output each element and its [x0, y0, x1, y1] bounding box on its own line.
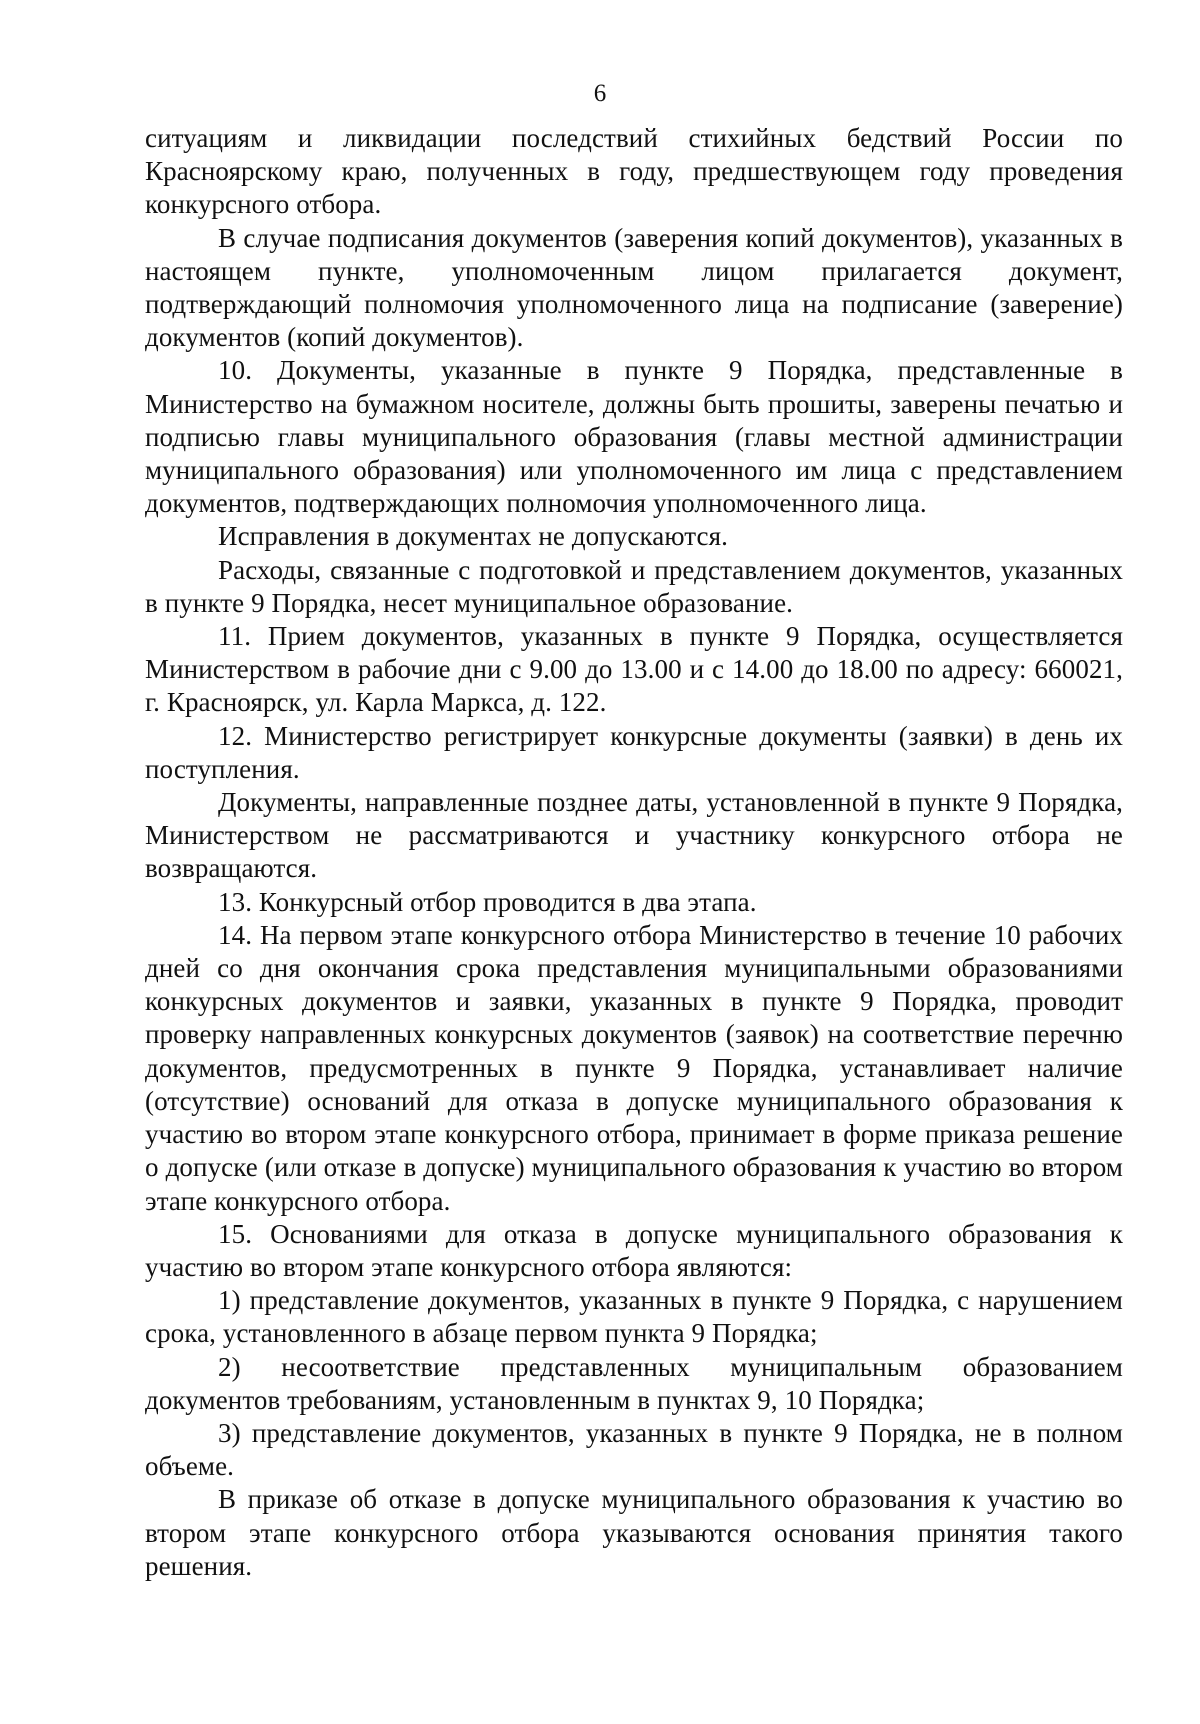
paragraph-refusal-order: В приказе об отказе в допуске муниципального образования к участию во втором этапе конкурсного отбора указываются основания принятия такого решения.	[145, 1484, 1123, 1581]
paragraph-signing-documents: В случае подписания документов (заверения копий документов), указанных в настоящем пункте, уполномоченным лицом прилагается документ, подтверждающий полномочия уполномоченного лица на подписание (заверение) документов (копий документов).	[145, 222, 1123, 353]
paragraph-item-13: 13. Конкурсный отбор проводится в два этапа.	[218, 886, 757, 917]
paragraph-reason-2: 2) несоответствие представленных муниципальным образованием документов требованиям, установленным в пунктах 9, 10 Порядка;	[145, 1351, 1123, 1415]
page-number: 6	[593, 80, 607, 107]
paragraph-corrections: Исправления в документах не допускаются.	[218, 521, 728, 552]
paragraph-late-documents: Документы, направленные позднее даты, установленной в пункте 9 Порядка, Министерством не рассматриваются и участнику конкурсного отбора не возвращаются.	[145, 787, 1123, 884]
paragraph-item-15: 15. Основаниями для отказа в допуске муниципального образования к участию во втором этапе конкурсного отбора являются:	[145, 1218, 1123, 1282]
paragraph-item-14: 14. На первом этапе конкурсного отбора Министерство в течение 10 рабочих дней со дня окончания срока представления муниципальными образованиями конкурсных документов и заявки, указанных в пункте 9 Порядка, проводит проверку направленных конкурсных документов (заявок) на соответствие перечню документов, предусмотренных в пункте 9 Порядка, устанавливает наличие (отсутствие) оснований для отказа в допуске муниципального образования к участию во втором этапе конкурсного отбора, принимает в форме приказа решение о допуске (или отказе в допуске) муниципального образования к участию во втором этапе конкурсного отбора.	[145, 919, 1123, 1216]
paragraph-reason-1: 1) представление документов, указанных в пункте 9 Порядка, с нарушением срока, установленного в абзаце первом пункта 9 Порядка;	[145, 1285, 1123, 1349]
paragraph-expenses: Расходы, связанные с подготовкой и представлением документов, указанных в пункте 9 Порядка, несет муниципальное образование.	[145, 554, 1123, 618]
paragraph-item-11: 11. Прием документов, указанных в пункте 9 Порядка, осуществляется Министерством в рабочие дни с 9.00 до 13.00 и с 14.00 до 18.00 по адресу: 660021, г. Красноярск, ул. Карла Маркса, д. 122.	[145, 621, 1123, 718]
document-body	[145, 122, 1123, 1583]
paragraph-continuation: ситуациям и ликвидации последствий стихийных бедствий России по Красноярскому краю, полученных в году, предшествующем году проведения конкурсного отбора.	[145, 123, 1123, 220]
paragraph-item-10: 10. Документы, указанные в пункте 9 Порядка, представленные в Министерство на бумажном носителе, должны быть прошиты, заверены печатью и подписью главы муниципального образования (главы местной администрации муниципального образования) или уполномоченного им лица с представлением документов, подтверждающих полномочия уполномоченного лица.	[145, 355, 1123, 519]
paragraph-reason-3: 3) представление документов, указанных в пункте 9 Порядка, не в полном объеме.	[145, 1417, 1123, 1482]
paragraph-item-12: 12. Министерство регистрирует конкурсные документы (заявки) в день их поступления.	[145, 720, 1123, 784]
